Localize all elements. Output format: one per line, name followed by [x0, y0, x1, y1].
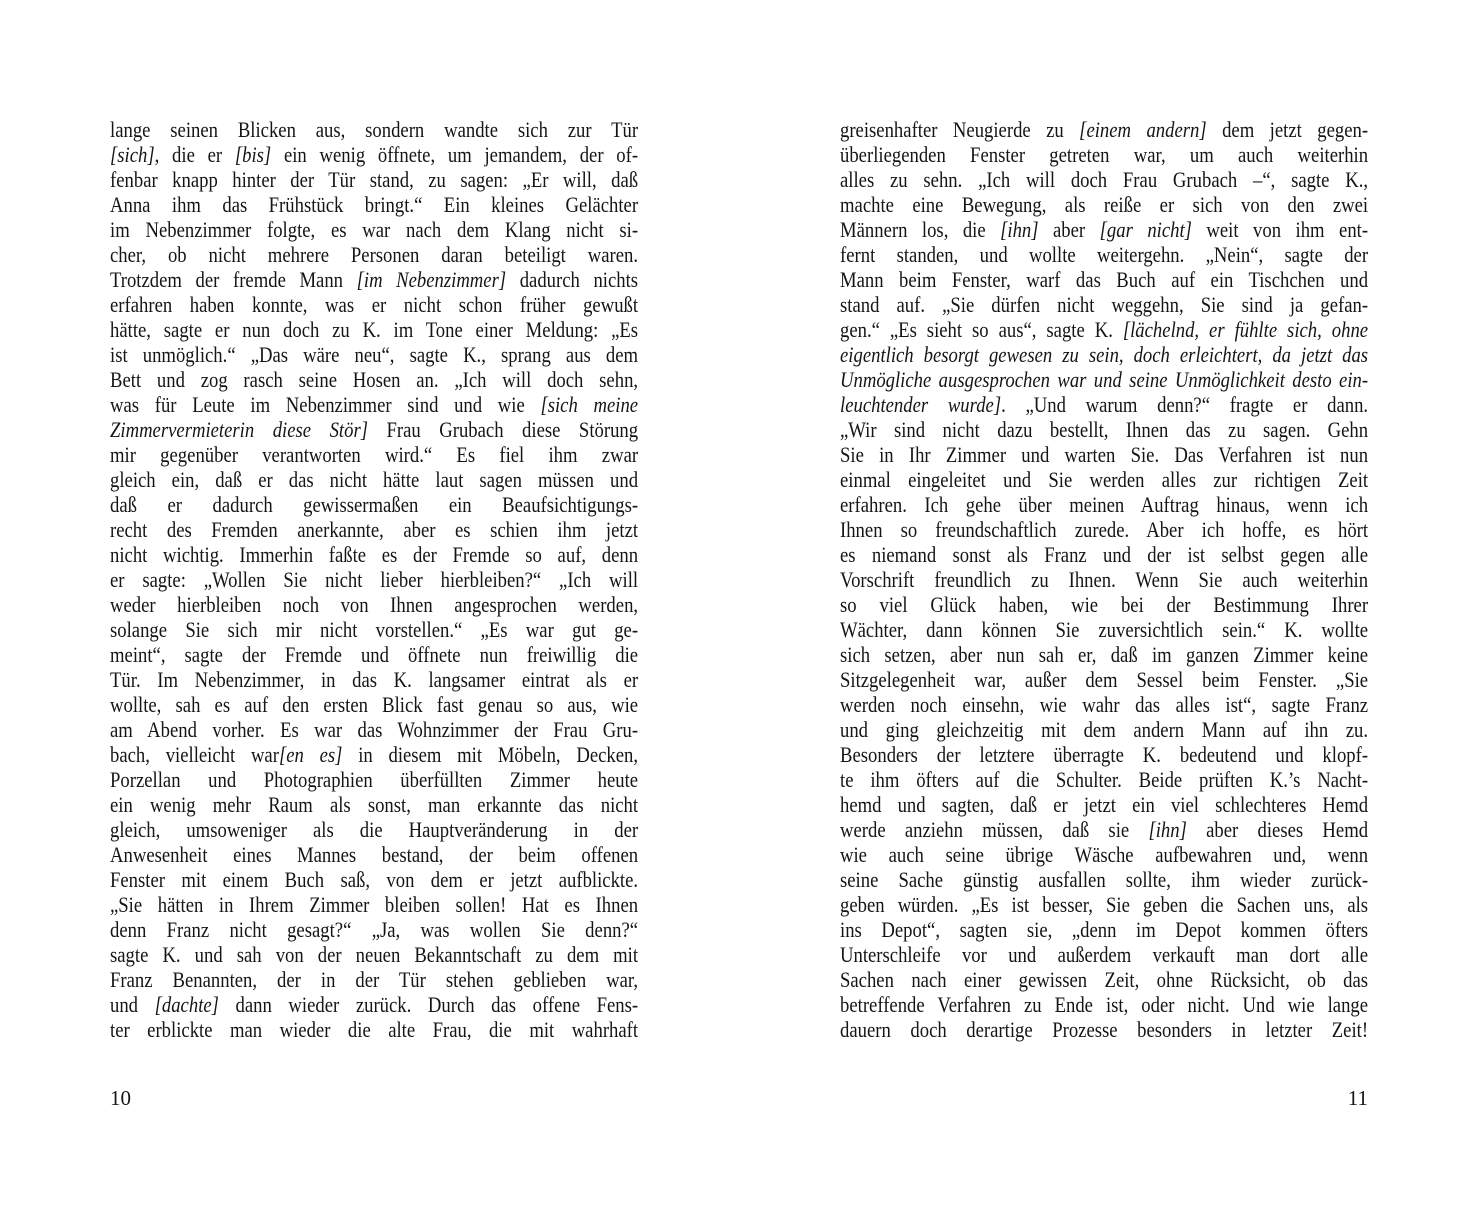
text-segment: ein wenig mehr Raum als sonst, man erkannte das nicht	[110, 792, 639, 817]
text-segment: Anna ihm das Frühstück bringt.“ Ein kleines Gelächter	[110, 192, 639, 217]
text-segment: gleich, umsoweniger als die Hauptveränderung in der	[110, 817, 639, 842]
text-segment: solange Sie sich mir nicht vorstellen.“ „Es war gut ge-	[110, 617, 639, 642]
text-line	[840, 567, 1368, 592]
text-line	[110, 767, 638, 792]
text-segment: greisenhafter Neugierde zu	[840, 117, 1080, 142]
text-segment: Besonders der letztere überragte K. bedeutend und klopf-	[840, 742, 1369, 767]
text-line	[840, 192, 1368, 217]
text-segment: mir gegenüber verantworten wird.“ Es fiel ihm zwar	[110, 442, 639, 467]
text-line	[110, 617, 638, 642]
text-line	[840, 142, 1368, 167]
text-segment: Ihnen so freundschaftlich zurede. Aber ich hoffe, es hört	[840, 517, 1369, 542]
text-line	[840, 642, 1368, 667]
text-segment: ist unmöglich.“ „Das wäre neu“, sagte K., sprang aus dem	[110, 342, 639, 367]
text-segment: seine Sache günstig ausfallen sollte, ihm wieder zurück-	[840, 867, 1369, 892]
text-segment: hemd und sagten, daß er jetzt ein viel schlechteres Hemd	[840, 792, 1369, 817]
text-segment: hätte, sagte er nun doch zu K. im Tone einer Meldung: „Es	[110, 317, 639, 342]
text-line	[110, 492, 638, 517]
editorial-insertion: [ihn]	[1000, 217, 1039, 242]
text-segment: Frau Grubach diese Störung	[368, 417, 639, 442]
text-line	[110, 217, 638, 242]
text-line	[840, 342, 1368, 367]
text-segment: wollte, sah es auf den ersten Blick fast genau so aus, wie	[110, 692, 639, 717]
text-line	[110, 742, 638, 767]
text-line	[840, 267, 1368, 292]
text-segment: lange seinen Blicken aus, sondern wandte sich zur Tür	[110, 117, 639, 142]
text-line	[840, 617, 1368, 642]
editorial-insertion: [dachte]	[154, 992, 219, 1017]
text-line	[840, 967, 1368, 992]
text-line	[110, 567, 638, 592]
text-line	[110, 242, 638, 267]
text-line	[840, 367, 1368, 392]
text-line	[840, 792, 1368, 817]
text-line	[840, 417, 1368, 442]
text-line	[840, 517, 1368, 542]
text-segment: sagte K. und sah von der neuen Bekanntschaft zu dem mit	[110, 942, 639, 967]
text-line	[840, 217, 1368, 242]
text-segment: aber	[1038, 217, 1100, 242]
text-segment: meint“, sagte der Fremde und öffnete nun freiwillig die	[110, 642, 639, 667]
text-segment: und	[110, 992, 155, 1017]
text-segment: bach, vielleicht war	[110, 742, 279, 767]
text-segment: dadurch nichts	[506, 267, 639, 292]
editorial-insertion: [sich meine	[540, 392, 639, 417]
text-line	[110, 592, 638, 617]
text-segment: „Sie hätten in Ihrem Zimmer bleiben sollen! Hat es Ihnen	[110, 892, 639, 917]
text-line	[840, 692, 1368, 717]
text-segment: Mann beim Fenster, warf das Buch auf ein Tischchen und	[840, 267, 1369, 292]
text-segment: am Abend vorher. Es war das Wohnzimmer der Frau Gru-	[110, 717, 639, 742]
text-segment: nicht wichtig. Immerhin faßte es der Fremde so auf, denn	[110, 542, 639, 567]
text-segment: aber dieses Hemd	[1186, 817, 1369, 842]
text-line	[110, 967, 638, 992]
text-line	[110, 192, 638, 217]
text-line	[840, 542, 1368, 567]
text-line	[110, 267, 638, 292]
text-line	[840, 942, 1368, 967]
editorial-insertion: [bis]	[234, 142, 272, 167]
text-segment: Vorschrift freundlich zu Ihnen. Wenn Sie auch weiterhin	[840, 567, 1369, 592]
text-segment: Trotzdem der fremde Mann	[110, 267, 357, 292]
text-segment: denn Franz nicht gesagt?“ „Ja, was wollen Sie denn?“	[110, 917, 639, 942]
text-line	[840, 867, 1368, 892]
text-line	[110, 292, 638, 317]
text-segment: in diesem mit Möbeln, Decken,	[342, 742, 639, 767]
text-segment: dann wieder zurück. Durch das offene Fens-	[218, 992, 639, 1017]
editorial-insertion: Zimmervermieterin diese Stör]	[110, 417, 369, 442]
page-number-right: 11	[1347, 1086, 1368, 1110]
text-line	[110, 817, 638, 842]
text-segment: ter erblickte man wieder die alte Frau, die mit wahrhaft	[110, 1017, 639, 1042]
text-segment: Anwesenheit eines Mannes bestand, der beim offenen	[110, 842, 639, 867]
text-segment: erfahren haben konnte, was er nicht schon früher gewußt	[110, 292, 639, 317]
text-segment: werde anziehn müssen, daß sie	[840, 817, 1149, 842]
text-line	[840, 917, 1368, 942]
text-line	[840, 167, 1368, 192]
text-line	[110, 317, 638, 342]
text-segment: weder hierbleiben noch von Ihnen angesprochen werden,	[110, 592, 639, 617]
text-line	[840, 117, 1368, 142]
text-segment: fernt standen, und wollte weitergehn. „Nein“, sagte der	[840, 242, 1369, 267]
text-line	[840, 442, 1368, 467]
text-segment: erfahren. Ich gehe über meinen Auftrag hinaus, wenn ich	[840, 492, 1369, 517]
page-number-left: 10	[110, 1086, 131, 1110]
editorial-insertion: [en es]	[278, 742, 343, 767]
text-segment: te ihm öfters auf die Schulter. Beide prüften K.’s Nacht-	[840, 767, 1369, 792]
text-line	[110, 1017, 638, 1042]
text-segment: . „Und warum denn?“ fragte er dann.	[1001, 392, 1369, 417]
text-line	[840, 742, 1368, 767]
text-line	[110, 892, 638, 917]
text-segment: recht des Fremden anerkannte, aber es schien ihm jetzt	[110, 517, 639, 542]
text-line	[840, 467, 1368, 492]
text-segment: Wächter, dann können Sie zuversichtlich sein.“ K. wollte	[840, 617, 1369, 642]
text-segment: fenbar knapp hinter der Tür stand, zu sagen: „Er will, daß	[110, 167, 639, 192]
text-line	[110, 517, 638, 542]
text-line	[110, 792, 638, 817]
text-line	[110, 167, 638, 192]
text-line	[110, 942, 638, 967]
editorial-insertion: [einem andern]	[1079, 117, 1207, 142]
text-line	[110, 417, 638, 442]
text-segment: Sie in Ihr Zimmer und warten Sie. Das Verfahren ist nun	[840, 442, 1369, 467]
text-segment: im Nebenzimmer folgte, es war nach dem Klang nicht si-	[110, 217, 639, 242]
text-line	[110, 717, 638, 742]
text-segment: Unterschleife vor und außerdem verkauft man dort alle	[840, 942, 1369, 967]
text-line	[840, 842, 1368, 867]
editorial-insertion: [sich]	[110, 142, 155, 167]
text-segment: stand auf. „Sie dürfen nicht weggehn, Sie sind ja gefan-	[840, 292, 1369, 317]
text-segment: einmal eingeleitet und Sie werden alles zur richtigen Zeit	[840, 467, 1369, 492]
text-line	[840, 317, 1368, 342]
text-line	[110, 117, 638, 142]
text-segment: Porzellan und Photographien überfüllten Zimmer heute	[110, 767, 639, 792]
editorial-insertion: leuchtender wurde]	[840, 392, 1002, 417]
text-line	[110, 842, 638, 867]
text-segment: überliegenden Fenster getreten war, um auch weiterhin	[840, 142, 1369, 167]
text-segment: alles zu sehn. „Ich will doch Frau Grubach –“, sagte K.,	[840, 167, 1369, 192]
text-line	[110, 867, 638, 892]
text-line	[110, 992, 638, 1017]
text-line	[840, 492, 1368, 517]
text-line	[110, 467, 638, 492]
text-line	[110, 392, 638, 417]
editorial-insertion: [im Nebenzimmer]	[356, 267, 507, 292]
text-line	[110, 642, 638, 667]
text-line	[110, 667, 638, 692]
text-line	[110, 342, 638, 367]
text-segment: geben würden. „Es ist besser, Sie geben die Sachen uns, als	[840, 892, 1369, 917]
text-segment: machte eine Bewegung, als reiße er sich von den zwei	[840, 192, 1369, 217]
text-segment: was für Leute im Nebenzimmer sind und wie	[110, 392, 541, 417]
text-segment: sich setzen, aber nun sah er, daß im ganzen Zimmer keine	[840, 642, 1369, 667]
text-segment: Franz Benannten, der in der Tür stehen geblieben war,	[110, 967, 639, 992]
text-line	[840, 242, 1368, 267]
text-line	[840, 592, 1368, 617]
text-segment: weit von ihm ent-	[1191, 217, 1369, 242]
text-segment: ein wenig öffnete, um jemandem, der of-	[271, 142, 639, 167]
text-segment: dem jetzt gegen-	[1206, 117, 1369, 142]
page-10-text-column	[110, 117, 638, 1042]
text-segment: ins Depot“, sagten sie, „denn im Depot kommen öfters	[840, 917, 1369, 942]
text-segment: daß er dadurch gewissermaßen ein Beaufsichtigungs-	[110, 492, 639, 517]
text-segment: Männern los, die	[840, 217, 1001, 242]
page-11-text-column	[840, 117, 1368, 1042]
text-segment: , die er	[154, 142, 235, 167]
text-segment: „Wir sind nicht dazu bestellt, Ihnen das zu sagen. Gehn	[840, 417, 1369, 442]
text-segment: er sagte: „Wollen Sie nicht lieber hierbleiben?“ „Ich will	[110, 567, 639, 592]
text-line	[840, 992, 1368, 1017]
editorial-insertion: [lächelnd, er fühlte sich, ohne	[1122, 317, 1369, 342]
text-segment: gleich ein, daß er das nicht hätte laut sagen müssen und	[110, 467, 639, 492]
text-segment: gen.“ „Es sieht so aus“, sagte K.	[840, 317, 1123, 342]
text-segment: betreffende Verfahren zu Ende ist, oder nicht. Und wie lange	[840, 992, 1369, 1017]
text-line	[110, 367, 638, 392]
text-line	[840, 292, 1368, 317]
editorial-insertion: Unmögliche ausgesprochen war und seine Unmöglichkeit desto ein-	[840, 367, 1369, 392]
text-segment: Tür. Im Nebenzimmer, in das K. langsamer eintrat als er	[110, 667, 639, 692]
text-segment: es niemand sonst als Franz und der ist selbst gegen alle	[840, 542, 1369, 567]
text-segment: wie auch seine übrige Wäsche aufbewahren und, wenn	[840, 842, 1369, 867]
text-segment: dauern doch derartige Prozesse besonders in letzter Zeit!	[840, 1017, 1369, 1042]
text-line	[110, 692, 638, 717]
text-line	[840, 892, 1368, 917]
text-line	[840, 817, 1368, 842]
text-line	[840, 717, 1368, 742]
text-segment: werden noch einsehn, wie wahr das alles ist“, sagte Franz	[840, 692, 1369, 717]
text-segment: Fenster mit einem Buch saß, von dem er jetzt aufblickte.	[110, 867, 639, 892]
text-line	[110, 917, 638, 942]
text-line	[840, 767, 1368, 792]
editorial-insertion: eigentlich besorgt gewesen zu sein, doch erleichtert, da jetzt das	[840, 342, 1369, 367]
text-segment: cher, ob nicht mehrere Personen daran beteiligt waren.	[110, 242, 639, 267]
editorial-insertion: [ihn]	[1148, 817, 1187, 842]
text-line	[840, 392, 1368, 417]
text-line	[110, 442, 638, 467]
text-line	[110, 142, 638, 167]
text-segment: und ging gleichzeitig mit dem andern Mann auf ihn zu.	[840, 717, 1369, 742]
editorial-insertion: [gar nicht]	[1099, 217, 1192, 242]
text-line	[110, 542, 638, 567]
text-segment: so viel Glück haben, wie bei der Bestimmung Ihrer	[840, 592, 1369, 617]
text-segment: Sitzgelegenheit war, außer dem Sessel beim Fenster. „Sie	[840, 667, 1369, 692]
text-segment: Bett und zog rasch seine Hosen an. „Ich will doch sehn,	[110, 367, 639, 392]
text-line	[840, 667, 1368, 692]
text-segment: Sachen nach einer gewissen Zeit, ohne Rücksicht, ob das	[840, 967, 1369, 992]
text-line	[840, 1017, 1368, 1042]
